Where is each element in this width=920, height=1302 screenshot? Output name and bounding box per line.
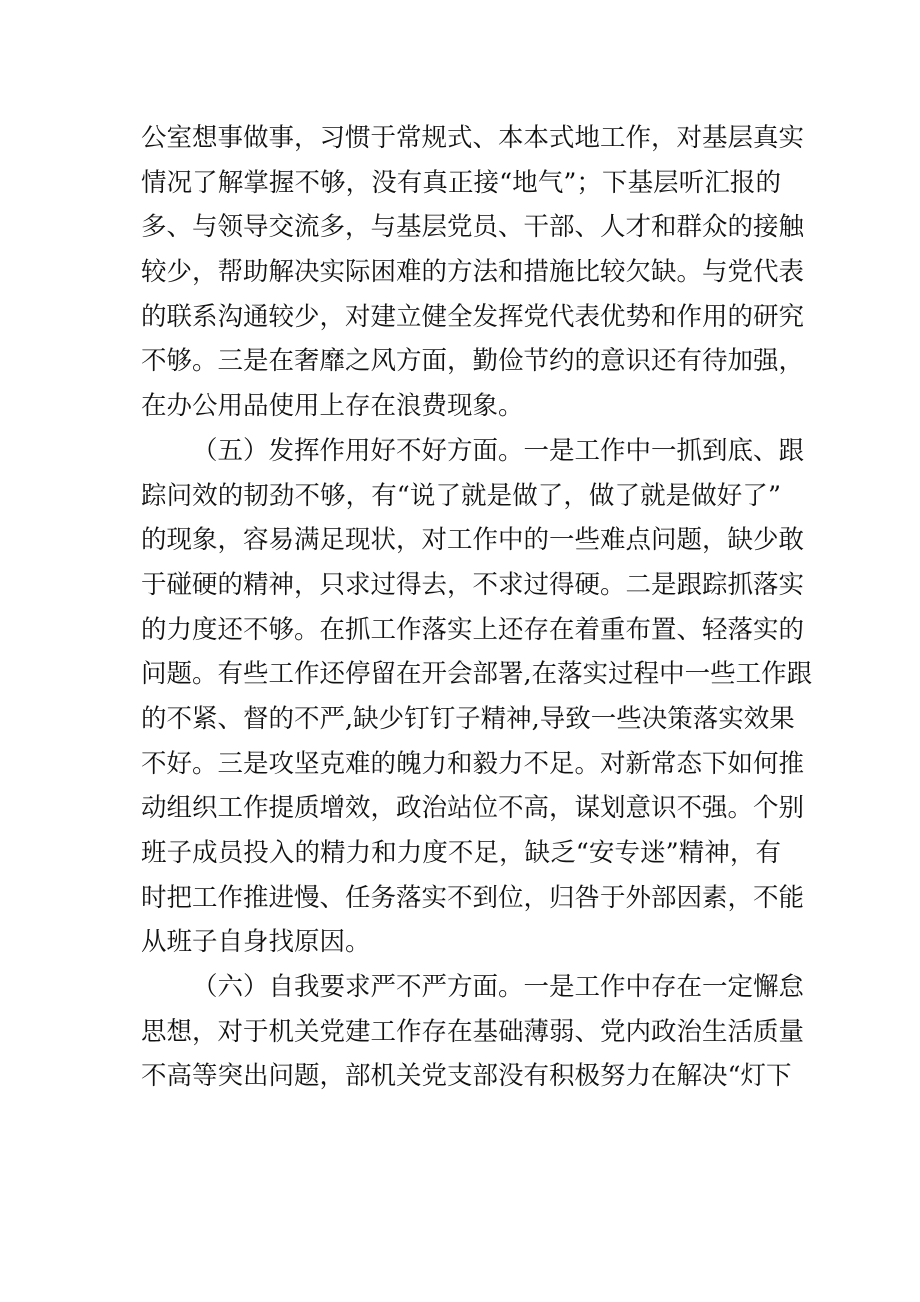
text-line: 不好。三是攻坚克难的魄力和毅力不足。对新常态下如何推 <box>141 748 805 779</box>
text-line: （六）自我要求严不严方面。一是工作中存在一定懈怠 <box>192 972 805 1003</box>
text-line: 踪问效的韧劲不够，有“说了就是做了，做了就是做好了” <box>141 480 781 511</box>
text-line: 情况了解掌握不够，没有真正接“地气”；下基层听汇报的 <box>141 167 781 198</box>
text-line: 问题。有些工作还停留在开会部署,在落实过程中一些工作跟 <box>141 659 813 690</box>
text-line: 不高等突出问题，部机关党支部没有积极努力在解决“灯下 <box>141 1061 792 1092</box>
body-text <box>141 116 813 1099</box>
text-line: （五）发挥作用好不好方面。一是工作中一抓到底、跟 <box>192 435 805 466</box>
text-line: 班子成员投入的精力和力度不足，缺乏“安专迷”精神，有 <box>141 838 781 868</box>
text-line: 不够。三是在奢靡之风方面，勤俭节约的意识还有待加强， <box>141 346 805 377</box>
text-line: 时把工作推进慢、任务落实不到位，归咎于外部因素，不能 <box>141 882 805 913</box>
text-line: 多、与领导交流多，与基层党员、干部、人才和群众的接触 <box>141 212 805 243</box>
text-line: 思想，对于机关党建工作存在基础薄弱、党内政治生活质量 <box>141 1016 805 1047</box>
text-line: 较少，帮助解决实际困难的方法和措施比较欠缺。与党代表 <box>141 257 805 288</box>
text-line: 在办公用品使用上存在浪费现象。 <box>141 391 524 422</box>
text-line: 的现象，容易满足现状，对工作中的一些难点问题，缺少敢 <box>141 525 805 556</box>
text-line: 的力度还不够。在抓工作落实上还存在着重布置、轻落实的 <box>141 614 805 645</box>
text-line: 从班子自身找原因。 <box>141 927 371 958</box>
text-line: 于碰硬的精神，只求过得去，不求过得硬。二是跟踪抓落实 <box>141 569 805 600</box>
text-line: 动组织工作提质增效，政治站位不高，谋划意识不强。个别 <box>141 793 805 824</box>
text-line: 的联系沟通较少，对建立健全发挥党代表优势和作用的研究 <box>141 301 805 332</box>
text-line: 的不紧、督的不严,缺少钉钉子精神,导致一些决策落实效果 <box>141 703 795 734</box>
text-line: 公室想事做事，习惯于常规式、本本式地工作，对基层真实 <box>141 123 805 153</box>
